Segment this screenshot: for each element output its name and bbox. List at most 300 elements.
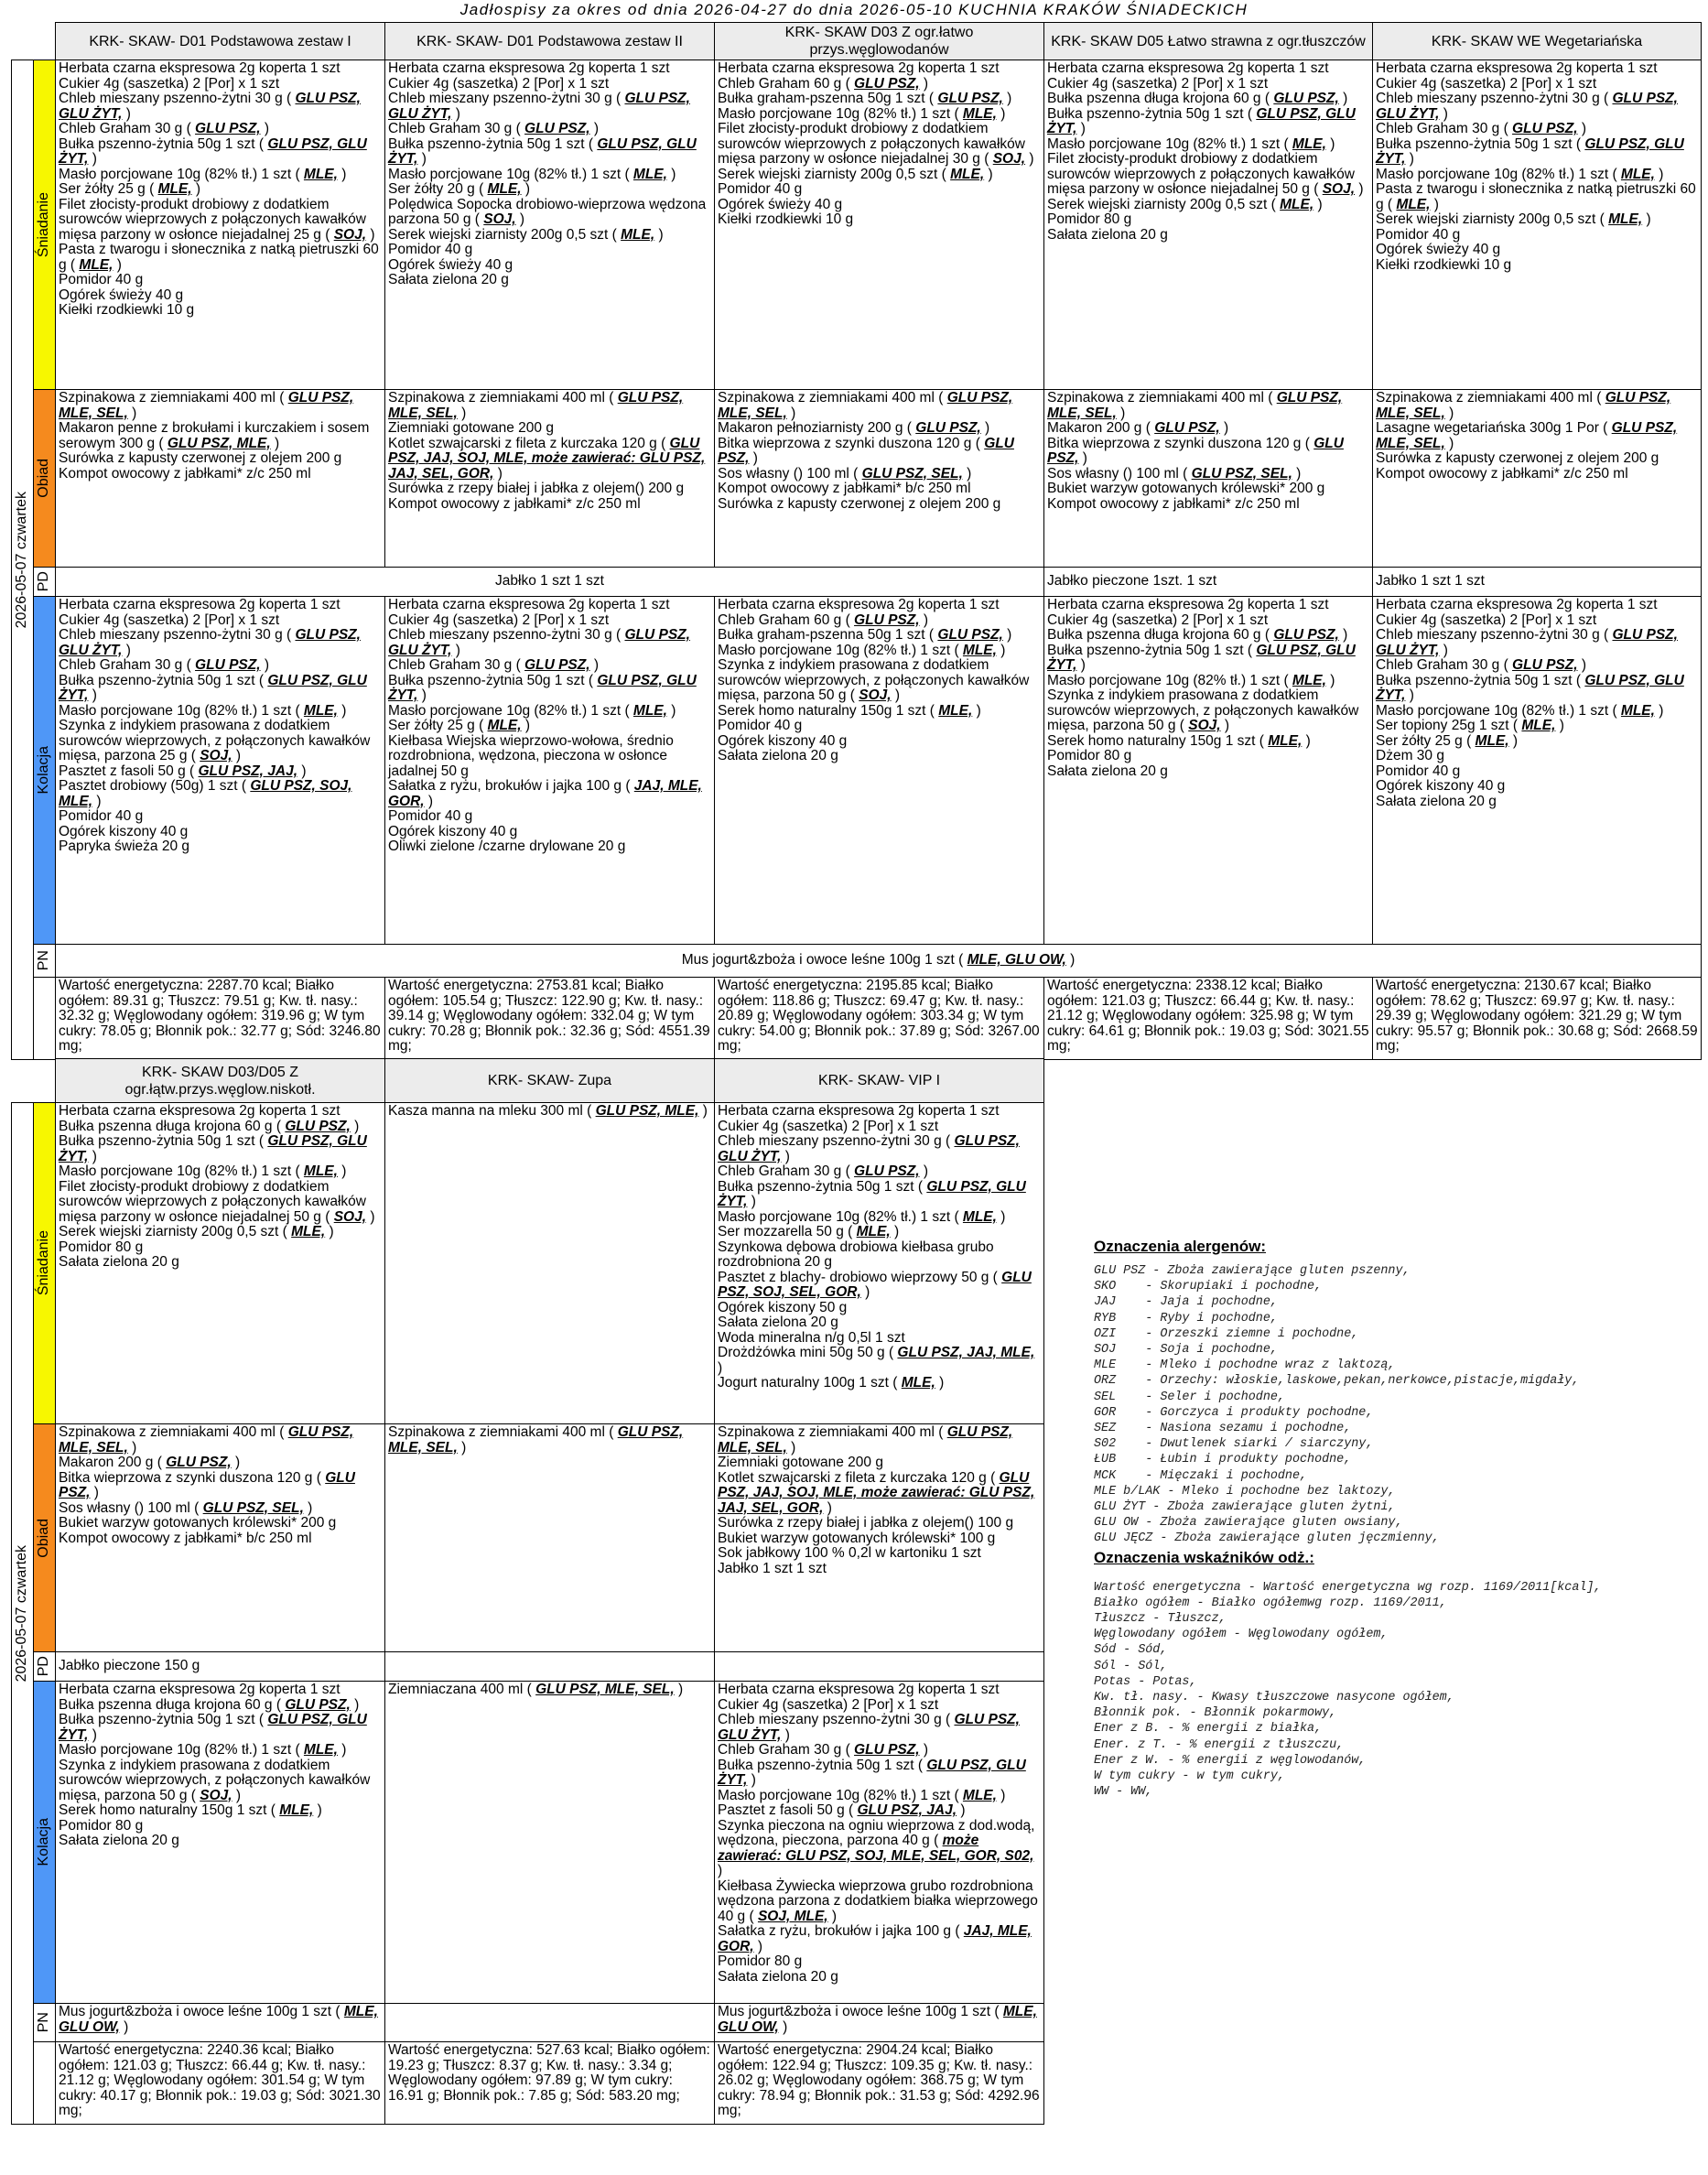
allergen-code: GLU PSZ, GLU ŻYT,	[388, 672, 697, 703]
menu-item-text: Masło porcjowane 10g (82% tł.) 1 szt (	[718, 1208, 963, 1225]
menu-item-text: Filet złocisty-produkt drobiowy z dodatkiem surowców wieprzowych z połączonych kawałków mięsa parzony w osłonce niejadalnej 30 g (	[718, 121, 1025, 167]
allergen-code: GLU PSZ, MLE, SEL,	[1376, 420, 1678, 451]
menu-item-text: Sos własny () 100 ml (	[59, 1499, 203, 1516]
allergen-code: może zawierać: GLU PSZ, SOJ, MLE, SEL, GOR, S02,	[718, 1833, 1034, 1864]
menu-item-text: Bułka pszenno-żytnia 50g 1 szt (	[1047, 642, 1257, 658]
menu-item-text: Bułka pszenno-żytnia 50g 1 szt (	[59, 1133, 268, 1149]
menu-item	[718, 1331, 1041, 1347]
menu-item-suffix: )	[270, 435, 280, 451]
menu-item	[59, 809, 382, 825]
menu-item	[1047, 198, 1369, 213]
menu-item	[388, 122, 711, 137]
menu-item-suffix: )	[119, 2018, 129, 2035]
meal-label-cell	[34, 945, 56, 978]
menu-item-text: Ogórek kiszony 40 g	[59, 823, 189, 839]
menu-cell	[56, 945, 1702, 978]
menu-item-suffix: )	[919, 611, 928, 628]
menu-item-text: Masło porcjowane 10g (82% tł.) 1 szt (	[1376, 702, 1621, 719]
menu-item-suffix: )	[781, 1148, 790, 1164]
menu-item	[59, 1516, 382, 1531]
allergen-code: GLU PSZ,	[1154, 420, 1220, 436]
menu-item	[718, 1562, 1041, 1577]
menu-item-text: Surówka z kapusty czerwonej z olejem 200 g	[59, 450, 342, 466]
menu-item	[59, 61, 382, 77]
energy-cell: Wartość energetyczna: 2130.67 kcal; Białko ogółem: 78.62 g; Tłuszcz: 69.97 g; Kw. tł. nasy.: 29.39 g; Węglowodany ogółem: 321.29 g; W tym cukry: 95.57 g; Błonnik pok.: 30.68 g; Sód: 2668.59 mg;	[1373, 978, 1702, 1060]
menu-item-suffix: )	[823, 1499, 832, 1516]
indicator-legend-line: Kw. tł. nasy. - Kwasy tłuszczowe nasycone ogółem,	[1094, 1691, 1454, 1705]
menu-item-text: Bułka pszenno-żytnia 50g 1 szt (	[718, 1178, 927, 1195]
menu-item-text: Kiełki rzodkiewki 10 g	[59, 302, 195, 318]
menu-cell	[56, 1682, 385, 2004]
menu-item-text: Masło porcjowane 10g (82% tł.) 1 szt (	[718, 642, 963, 658]
menu-cell: Jabłko 1 szt 1 szt	[56, 568, 1044, 597]
menu-item	[59, 1803, 382, 1819]
menu-item-suffix: )	[366, 1208, 375, 1225]
menu-item-text: Dżem 30 g	[1376, 748, 1444, 763]
allergen-code: GLU PSZ, JAJ, MLE,	[897, 1345, 1035, 1360]
energy-cell: Wartość energetyczna: 2240.36 kcal; Białko ogółem: 121.03 g; Tłuszcz: 66.44 g; Kw. tł. nasy.: 21.12 g; Węglowodany ogółem: 301.54 g; W tym cukry: 40.17 g; Błonnik pok.: 19.03 g; Sód: 3021.30 mg;	[56, 2042, 385, 2125]
menu-item-text: Masło porcjowane 10g (82% tł.) 1 szt (	[388, 702, 633, 719]
menu-item-text: Sałatka z ryżu, brokułów i jajka 100 g (	[718, 1923, 964, 1939]
menu-item-text: Szynka z indykiem prasowana z dodatkiem surowców wieprzowych, z połączonych kawałków mięsa, parzona 25 g (	[59, 718, 371, 763]
menu-item	[718, 644, 1041, 659]
menu-item	[718, 1225, 1041, 1240]
allergen-code: GLU PSZ, GLU ŻYT,	[1047, 105, 1356, 136]
menu-item-text: Bułka pszenna długa krojona 60 g (	[59, 1696, 286, 1713]
menu-item-text: Bułka pszenno-żytnia 50g 1 szt (	[59, 135, 268, 152]
menu-item-suffix: )	[1025, 151, 1034, 167]
menu-table-2	[11, 1058, 1044, 2125]
menu-item	[1376, 658, 1698, 674]
meal-label: Obiad	[36, 1518, 52, 1558]
menu-item-text: Ser topiony 25g 1 szt (	[1376, 718, 1522, 733]
menu-item	[388, 734, 711, 780]
menu-item-suffix: )	[1076, 121, 1086, 136]
menu-item	[388, 198, 711, 228]
menu-item-text: Szpinakowa z ziemniakami 400 ml (	[59, 390, 288, 406]
menu-item-text: Filet złocisty-produkt drobiowy z dodatkiem surowców wieprzowych z połączonych kawałków mięsa parzony w osłonce niejadalnej 50 g (	[59, 1178, 366, 1225]
meal-row-pn	[12, 2004, 1044, 2042]
allergen-code: GLU PSZ, MLE,	[167, 435, 271, 451]
allergen-code: MLE,	[1620, 702, 1655, 719]
menu-item-text: Szynka pieczona na ogniu wieprzowa z dod.wodą, wędzona, pieczona, parzona 40 g (	[718, 1817, 1035, 1848]
menu-item-suffix: )	[698, 1103, 708, 1119]
menu-item-text: Masło porcjowane 10g (82% tł.) 1 szt (	[1376, 166, 1621, 182]
menu-item-suffix: )	[493, 465, 503, 482]
menu-item-text: Pasztet drobiowy (50g) 1 szt (	[59, 778, 251, 794]
menu-item	[59, 1225, 382, 1240]
menu-item-text: Kompot owocowy z jabłkami* b/c 250 ml	[59, 1530, 312, 1546]
allergen-code: MLE,	[1608, 211, 1643, 227]
menu-item-suffix: )	[451, 642, 460, 658]
menu-item-suffix: )	[1078, 450, 1087, 466]
menu-item-text: Chleb Graham 30 g (	[388, 121, 525, 136]
indicators-title: Oznaczenia wskaźników odż.:	[1094, 1548, 1314, 1566]
allergen-code: GLU PSZ,	[166, 1455, 232, 1470]
energy-cell: Wartość energetyczna: 2338.12 kcal; Białko ogółem: 121.03 g; Tłuszcz: 66.44 g; Kw. tł. nasy.: 21.12 g; Węglowodany ogółem: 325.98 g; W tym cukry: 64.61 g; Błonnik pok.: 19.03 g; Sód: 3021.55 mg;	[1044, 978, 1373, 1060]
menu-item-text: Cukier 4g (saszetka) 2 [Por] x 1 szt	[718, 1696, 939, 1713]
menu-item-text: Surówka z kapusty czerwonej z olejem 200 g	[1376, 450, 1659, 466]
allergen-code: GLU PSZ,	[524, 657, 590, 673]
menu-item-suffix: )	[860, 1284, 870, 1300]
menu-item-suffix: )	[935, 1375, 945, 1390]
meal-label: Obiad	[36, 459, 52, 498]
menu-item-text: Sałata zielona 20 g	[1047, 763, 1168, 779]
menu-item-text: Sałata zielona 20 g	[718, 1315, 838, 1330]
menu-item-text: Sos własny () 100 ml (	[1047, 465, 1192, 482]
menu-item	[1376, 749, 1698, 764]
menu-item-text: Pasta z twarogu i słonecznika z natką pietruszki 60 g (	[59, 242, 379, 273]
menu-item	[59, 1471, 382, 1501]
menu-item	[1047, 107, 1369, 137]
meal-label-cell	[34, 390, 56, 568]
menu-item-text: Ogórek kiszony 40 g	[1376, 778, 1506, 794]
menu-item	[388, 77, 711, 92]
menu-item-text: Herbata czarna ekspresowa 2g koperta 1 szt	[59, 597, 341, 612]
menu-item-text: Chleb mieszany pszenno-żytni 30 g (	[1376, 627, 1613, 643]
allergen-legend-line: OZI - Orzeszki ziemne i pochodne,	[1094, 1326, 1359, 1341]
menu-item-text: Kasza manna na mleku 300 ml (	[388, 1103, 596, 1119]
menu-item-text: Chleb Graham 30 g (	[718, 1163, 855, 1179]
menu-item-suffix: )	[1219, 420, 1229, 436]
menu-cell	[385, 1682, 715, 2004]
menu-item	[1376, 77, 1698, 92]
menu-item-text: Bitka wieprzowa z szynki duszona 120 g (	[1047, 435, 1314, 451]
allergen-code: GLU PSZ, MLE,	[595, 1103, 699, 1119]
menu-item	[388, 482, 711, 497]
allergen-legend-line: SEZ - Nasiona sezamu i pochodne,	[1094, 1422, 1352, 1436]
menu-item	[59, 137, 382, 168]
menu-item-text: Herbata czarna ekspresowa 2g koperta 1 szt	[718, 1103, 1000, 1119]
menu-item	[388, 273, 711, 288]
menu-item	[1376, 243, 1698, 258]
menu-item	[718, 658, 1041, 704]
menu-item	[718, 613, 1041, 629]
allergen-code: GLU PSZ, MLE, SEL,	[59, 390, 354, 421]
menu-item-text: Sałata zielona 20 g	[718, 748, 838, 763]
menu-cell	[1044, 60, 1373, 390]
menu-item-text: Sok jabłkowy 100 % 0,2l w kartoniku 1 szt	[718, 1545, 981, 1561]
menu-item	[1047, 92, 1369, 107]
menu-cell	[715, 60, 1044, 390]
menu-item-text: Lasagne wegetariańska 300g 1 Por (	[1376, 420, 1612, 436]
menu-item-suffix: )	[827, 1908, 838, 1924]
menu-item	[1047, 228, 1369, 243]
meal-label: PN	[36, 950, 52, 971]
menu-item	[388, 137, 711, 168]
menu-item-suffix: )	[957, 1802, 966, 1818]
menu-item	[1047, 482, 1369, 497]
menu-item-text: Chleb Graham 30 g (	[1376, 121, 1513, 136]
menu-item	[1376, 674, 1698, 704]
indicator-legend-line: Ener. z T. - % energii z tłuszczu,	[1094, 1737, 1345, 1752]
menu-item-suffix: )	[337, 1163, 347, 1179]
menu-item-suffix: )	[919, 75, 928, 92]
menu-item-text: Filet złocisty-produkt drobiowy z dodatkiem surowców wieprzowych z połączonych kawałków mięsa parzony w osłonce niejadalnej 25 g (	[59, 196, 366, 243]
date-label: 2026-05-07 czwartek	[14, 1544, 30, 1683]
menu-item-text: Ziemniaczana 400 ml (	[388, 1682, 536, 1697]
menu-item-suffix: )	[996, 105, 1006, 122]
menu-item-text: Masło porcjowane 10g (82% tł.) 1 szt (	[388, 166, 633, 182]
menu-item	[388, 1683, 711, 1698]
allergen-code: MLE,	[962, 105, 997, 122]
menu-item-text: Chleb Graham 30 g (	[388, 657, 525, 673]
menu-item	[1047, 391, 1369, 421]
menu-item	[718, 107, 1041, 123]
allergen-code: MLE,	[1268, 732, 1303, 749]
allergen-legend-line: SKO - Skorupiaki i pochodne,	[1094, 1280, 1323, 1294]
menu-item-text: Mus jogurt&zboża i owoce leśne 100g 1 szt (	[681, 952, 968, 968]
menu-item	[718, 1789, 1041, 1804]
menu-item	[1376, 598, 1698, 613]
allergen-code: GLU PSZ,	[285, 1696, 351, 1713]
menu-item-text: Ogórek świeży 40 g	[388, 256, 513, 273]
menu-item-text: Ziemniaki gotowane 200 g	[718, 1455, 883, 1470]
menu-cell	[1044, 597, 1373, 945]
menu-item-text: Chleb mieszany pszenno-żytni 30 g (	[388, 91, 625, 106]
meal-label-cell	[34, 597, 56, 945]
menu-table-1	[11, 22, 1702, 1060]
menu-item-text: Ogórek kiszony 50 g	[718, 1299, 848, 1315]
menu-item-text: Chleb Graham 60 g (	[718, 611, 855, 628]
allergen-code: MLE,	[856, 1224, 891, 1239]
allergen-code: MLE,	[79, 256, 114, 273]
menu-item-text: Kotlet szwajcarski z fileta z kurczaka 120 g (	[718, 1469, 1000, 1486]
menu-item-text: Bułka pszenno-żytnia 50g 1 szt (	[59, 672, 268, 688]
menu-item	[1047, 212, 1369, 228]
menu-item-text: Cukier 4g (saszetka) 2 [Por] x 1 szt	[388, 75, 610, 92]
menu-item-text: Szpinakowa z ziemniakami 400 ml (	[388, 390, 618, 406]
menu-item-text: Bitka wieprzowa z szynki duszona 120 g (	[718, 435, 985, 451]
menu-item-suffix: )	[1355, 181, 1364, 197]
menu-item-text: Herbata czarna ekspresowa 2g koperta 1 szt	[1376, 597, 1658, 612]
menu-item	[718, 391, 1041, 421]
menu-item-text: Masło porcjowane 10g (82% tł.) 1 szt (	[59, 1742, 304, 1758]
menu-item-text: Chleb Graham 30 g (	[1376, 657, 1513, 673]
menu-item	[388, 243, 711, 258]
menu-item	[388, 825, 711, 840]
allergen-legend-line: MLE b/LAK - Mleko i pochodne bez laktozy,	[1094, 1484, 1396, 1499]
menu-item-suffix: )	[1338, 627, 1348, 643]
meal-label-cell	[34, 2004, 56, 2042]
menu-item-suffix: )	[92, 793, 102, 809]
menu-item-text: Pasta z twarogu i słonecznika z natką pietruszki 60 g (	[1376, 181, 1696, 212]
menu-item-suffix: )	[718, 1863, 723, 1878]
menu-item-text: Serek homo naturalny 150g 1 szt (	[1047, 732, 1269, 749]
menu-item-suffix: )	[337, 166, 347, 182]
allergen-code: GLU PSZ,	[1273, 91, 1339, 106]
allergen-code: MLE,	[621, 226, 655, 243]
menu-item-text: Herbata czarna ekspresowa 2g koperta 1 szt	[388, 597, 670, 612]
menu-item-text: Makaron 200 g (	[59, 1455, 167, 1470]
menu-item-text: Serek wiejski ziarnisty 200g 0,5 szt (	[718, 166, 951, 182]
allergen-code: GLU PSZ, MLE, SEL,	[388, 1424, 684, 1455]
allergen-code: MLE,	[303, 1163, 338, 1179]
menu-item-text: Cukier 4g (saszetka) 2 [Por] x 1 szt	[718, 1118, 939, 1134]
menu-item-text: Sałata zielona 20 g	[718, 1968, 838, 1985]
menu-item	[718, 182, 1041, 198]
menu-item	[718, 1758, 1041, 1789]
menu-item-text: Herbata czarna ekspresowa 2g koperta 1 szt	[59, 1103, 341, 1119]
energy-cell: Wartość energetyczna: 527.63 kcal; Białko ogółem: 19.23 g; Tłuszcz: 8.37 g; Kw. tł. nasy.: 3.34 g; Węglowodany ogółem: 97.89 g; W tym cukry: 16.91 g; Błonnik pok.: 7.85 g; Sód: 583.20 mg;	[385, 2042, 715, 2125]
menu-item-text: Polędwica Sopocka drobiowo-wieprzowa wędzona parzona 50 g (	[388, 196, 707, 227]
allergen-code: MLE, GLU OW,	[59, 2004, 378, 2035]
allergen-legend-line: MLE - Mleko i pochodne wraz z laktozą,	[1094, 1358, 1396, 1373]
menu-item	[59, 92, 382, 122]
menu-item	[718, 1713, 1041, 1743]
menu-item-suffix: )	[457, 405, 467, 421]
menu-cell	[1373, 60, 1702, 390]
menu-item-suffix: )	[325, 1224, 334, 1239]
menu-item-text: Kiełbasa Wiejska wieprzowo-wołowa, średnio rozdrobniona, wędzona, pieczona w osłonce jadalnej 50 g	[388, 732, 674, 779]
meal-label-cell	[34, 2042, 56, 2125]
menu-item	[1047, 734, 1369, 750]
menu-item-suffix: )	[191, 181, 201, 197]
menu-item-text: Mus jogurt&zboża i owoce leśne 100g 1 szt (	[718, 2004, 1003, 2019]
allergen-code: MLE,	[303, 166, 338, 182]
menu-item	[718, 61, 1041, 77]
menu-item-text: Bułka pszenno-żytnia 50g 1 szt (	[718, 1757, 927, 1773]
energy-cell: Wartość energetyczna: 2287.70 kcal; Białko ogółem: 89.31 g; Tłuszcz: 79.51 g; Kw. tł. nasy.: 32.32 g; Węglowodany ogółem: 319.96 g; W tym cukry: 78.05 g; Błonnik pok.: 32.77 g; Sód: 3246.80 mg;	[56, 978, 385, 1060]
allergen-code: SOJ,	[200, 748, 232, 763]
menu-item	[718, 1210, 1041, 1226]
menu-item	[388, 809, 711, 825]
allergen-code: GLU PSZ, MLE, SEL,	[388, 390, 684, 421]
menu-item-text: Serek wiejski ziarnisty 200g 0,5 szt (	[388, 226, 622, 243]
menu-item-suffix: )	[589, 657, 599, 673]
allergen-code: GLU PSZ,	[937, 91, 1003, 106]
menu-item-suffix: )	[88, 1726, 97, 1743]
menu-cell	[715, 1424, 1044, 1652]
allergen-code: GLU PSZ,	[1512, 121, 1578, 136]
menu-item-text: Bułka pszenno-żytnia 50g 1 szt (	[1047, 105, 1257, 122]
menu-item	[718, 1134, 1041, 1164]
menu-item-text: Pomidor 40 g	[59, 808, 144, 824]
menu-item	[718, 1970, 1041, 1986]
allergen-code: GLU PSZ,	[854, 611, 920, 628]
menu-item-suffix: )	[1439, 105, 1448, 122]
menu-item-suffix: )	[337, 1742, 347, 1758]
menu-item-text: Pomidor 40 g	[59, 272, 144, 287]
menu-item	[1376, 779, 1698, 795]
menu-item	[718, 1301, 1041, 1316]
menu-item	[718, 421, 1041, 437]
menu-item-text: Ogórek kiszony 40 g	[718, 732, 848, 749]
menu-item	[718, 1546, 1041, 1562]
menu-item	[59, 77, 382, 92]
allergen-code: GLU PSZ, GLU ŻYT,	[388, 135, 697, 167]
column-header: KRK- SKAW- D01 Podstawowa zestaw II	[385, 23, 715, 60]
allergen-code: GLU PSZ, MLE, SEL,	[535, 1682, 675, 1697]
menu-item-suffix: )	[1405, 687, 1414, 703]
energy-cell: Wartość energetyczna: 2753.81 kcal; Białko ogółem: 105.54 g; Tłuszcz: 122.90 g; Kw. tł. nasy.: 39.14 g; Węglowodany ogółem: 332.04 g; W tym cukry: 70.28 g; Błonnik pok.: 32.36 g; Sód: 4551.39 mg;	[385, 978, 715, 1060]
menu-item	[59, 288, 382, 304]
menu-item-text: Szynka z indykiem prasowana z dodatkiem surowców wieprzowych, z połączonych kawałków mięsa, parzona 50 g (	[59, 1757, 371, 1803]
menu-item-text: Ogórek kiszony 40 g	[388, 823, 518, 839]
indicator-legend-line: Potas - Potas,	[1094, 1674, 1197, 1689]
menu-item	[1376, 467, 1698, 482]
meal-label-cell	[34, 1652, 56, 1682]
menu-item-text: Serek wiejski ziarnisty 200g 0,5 szt (	[1047, 196, 1281, 212]
menu-item	[59, 1834, 382, 1849]
menu-item-suffix: )	[1313, 196, 1323, 212]
menu-item-suffix: )	[1444, 435, 1454, 451]
menu-item-text: Bukiet warzyw gotowanych królewski* 200 g	[1047, 481, 1325, 496]
column-header: KRK- SKAW- VIP I	[715, 1059, 1044, 1103]
menu-item	[59, 198, 382, 243]
menu-item	[718, 1425, 1041, 1455]
meal-label-cell	[34, 1424, 56, 1652]
menu-item-text: Sałata zielona 20 g	[388, 272, 509, 287]
menu-item-suffix: )	[747, 1194, 756, 1209]
menu-item	[718, 1683, 1041, 1698]
menu-item	[388, 613, 711, 629]
menu-item-suffix: )	[1642, 211, 1651, 227]
menu-item-text: Jogurt naturalny 100g 1 szt (	[718, 1375, 902, 1390]
menu-item	[1376, 451, 1698, 467]
allergen-code: GLU PSZ, GLU ŻYT,	[59, 135, 367, 167]
menu-item-text: Herbata czarna ekspresowa 2g koperta 1 szt	[1047, 60, 1329, 76]
menu-item	[718, 1240, 1041, 1271]
menu-item-text: Chleb mieszany pszenno-żytni 30 g (	[59, 627, 296, 643]
allergen-code: GLU PSZ, JAJ, SOJ, MLE, może zawierać: GLU PSZ, JAJ, SEL, GOR,	[718, 1469, 1035, 1516]
meal-label: Śniadanie	[36, 1230, 52, 1296]
meal-label-cell	[34, 1682, 56, 2004]
menu-item-suffix: )	[1508, 732, 1519, 749]
menu-item-suffix: )	[127, 405, 137, 421]
menu-item	[59, 1713, 382, 1743]
indicator-legend-line: Ener z W. - % energii z węglowodanów,	[1094, 1753, 1367, 1768]
menu-item-suffix: )	[88, 151, 97, 167]
menu-item-text: Pomidor 80 g	[59, 1817, 144, 1834]
menu-item	[388, 839, 711, 855]
menu-item-text: Bułka pszenna długa krojona 60 g (	[1047, 91, 1274, 106]
menu-item-text: Bułka pszenna długa krojona 60 g (	[59, 1118, 286, 1134]
menu-item	[718, 1743, 1041, 1758]
indicator-legend-line: Białko ogółem - Białko ogółemwg rozp. 1169/2011,	[1094, 1596, 1447, 1610]
meal-row-sniadanie	[12, 1103, 1044, 1424]
menu-item	[1376, 795, 1698, 810]
allergen-code: GLU PSZ, GLU ŻYT,	[59, 91, 361, 122]
menu-item-text: Cukier 4g (saszetka) 2 [Por] x 1 szt	[59, 75, 280, 92]
menu-cell	[56, 390, 385, 568]
indicator-legend-line: Ener z B. - % energii z białka,	[1094, 1722, 1323, 1737]
allergen-code: MLE,	[303, 702, 338, 719]
menu-item-text: Szpinakowa z ziemniakami 400 ml (	[388, 1424, 618, 1440]
menu-item	[718, 749, 1041, 764]
menu-item-text: Bułka pszenno-żytnia 50g 1 szt (	[1376, 672, 1585, 688]
menu-item-text: Chleb mieszany pszenno-żytni 30 g (	[1376, 91, 1613, 106]
allergen-code: GLU PSZ,	[195, 121, 261, 136]
menu-item	[718, 1471, 1041, 1517]
allergen-code: MLE,	[962, 642, 997, 658]
menu-cell	[1373, 390, 1702, 568]
menu-item-suffix: )	[515, 211, 525, 227]
menu-item	[388, 92, 711, 122]
menu-item-text: Jabłko 1 szt 1 szt	[718, 1560, 827, 1576]
allergen-code: GLU PSZ,	[59, 1469, 355, 1500]
menu-item	[1376, 719, 1698, 734]
menu-item	[718, 734, 1041, 750]
menu-item	[59, 1683, 382, 1698]
menu-item-suffix: )	[521, 181, 531, 197]
allergen-code: MLE,	[1521, 718, 1556, 733]
indicator-legend-line: Sód - Sód,	[1094, 1643, 1168, 1658]
menu-item-text: Pasztet z fasoli 50 g (	[59, 763, 199, 779]
allergen-code: MLE,	[901, 1375, 935, 1390]
meal-row-sniadanie	[12, 60, 1702, 390]
header-row	[12, 23, 1702, 60]
